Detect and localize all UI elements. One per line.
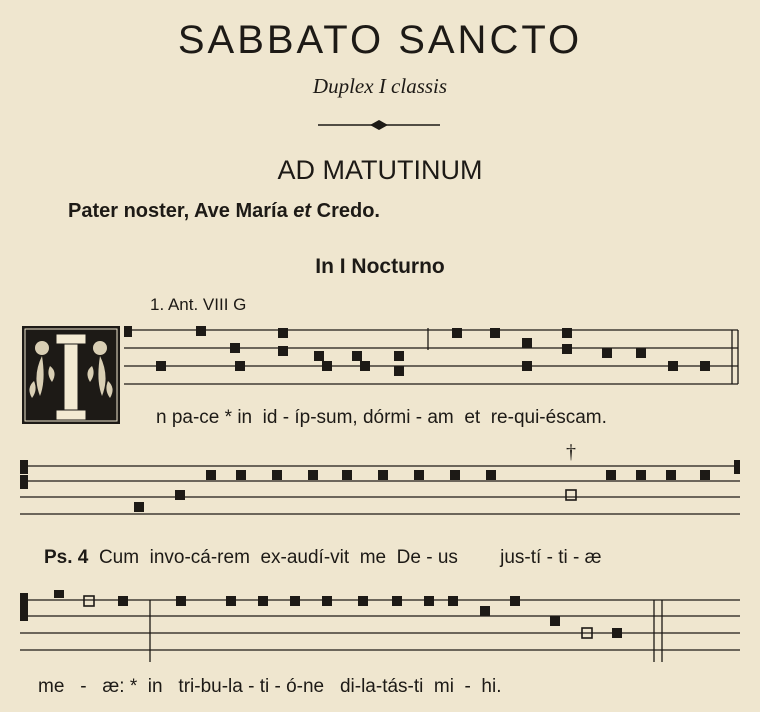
- chant-staff-psalm-2: [20, 590, 742, 664]
- psalm-line-2: me - æ: * in tri-bu-la - ti - ó-ne di-la-tás-ti mi - hi.: [38, 676, 502, 697]
- dagger-mark: †: [566, 441, 576, 463]
- antiphon-label: 1. Ant. VIII G: [150, 295, 247, 314]
- section-heading: AD MATUTINUM: [277, 155, 483, 185]
- nocturn-heading: In I Nocturno: [315, 255, 445, 278]
- antiphon-lyrics: n pa-ce * in id - íp-sum, dórmi - am et re-qui-éscam.: [156, 407, 607, 428]
- divider-ornament: [318, 118, 440, 132]
- psalm-line-1: Ps. 4 Cum invo-cá-rem ex-audí-vit me De - us jus-tí - ti - æ: [44, 547, 602, 568]
- decorated-initial: [22, 326, 120, 424]
- chant-staff-antiphon: [118, 326, 740, 396]
- page-title: SABBATO SANCTO: [177, 18, 583, 62]
- chant-staff-psalm-1: [20, 460, 742, 530]
- feast-rank: Duplex I classis: [312, 74, 448, 98]
- prayer-line: Pater noster, Ave María et Credo.: [68, 200, 380, 222]
